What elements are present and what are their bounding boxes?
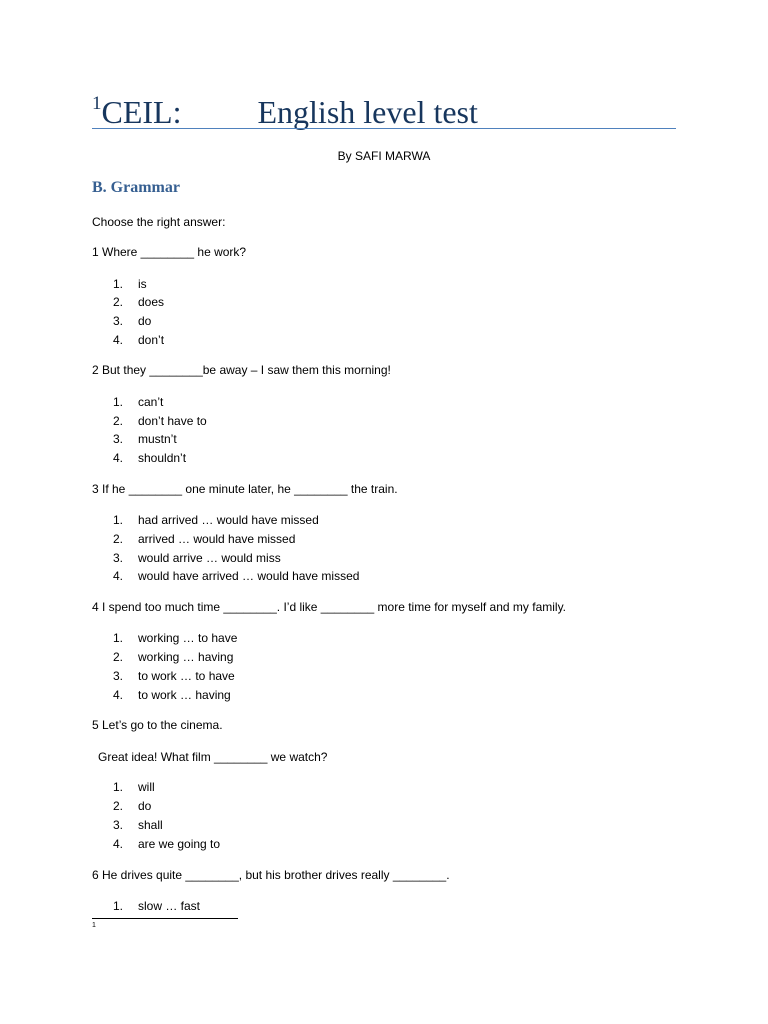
q3-option-2: 2. arrived … would have missed — [113, 532, 296, 546]
instruction-text: Choose the right answer: — [92, 215, 226, 229]
q2-option-1: 1. can’t — [113, 395, 164, 409]
question-4: 4 I spend too much time ________. I’d like ________ more time for myself and my family. — [92, 600, 567, 614]
title-text: English level test — [257, 94, 478, 130]
q1-option-1: 1. is — [113, 277, 147, 291]
author-line: By SAFI MARWA — [337, 149, 431, 163]
q5-option-4: 4. are we going to — [113, 837, 221, 851]
q1-option-3: 3. do — [113, 314, 152, 328]
question-5: 5 Let’s go to the cinema. — [92, 718, 223, 732]
title-underline — [92, 128, 676, 129]
q2-option-3: 3. mustn’t — [113, 432, 177, 446]
q5-option-2: 2. do — [113, 799, 152, 813]
section-heading: B. Grammar — [92, 179, 180, 196]
q4-option-2: 2. working … having — [113, 650, 234, 664]
q4-option-1: 1. working … to have — [113, 631, 238, 645]
question-5-line-2: Great idea! What film ________ we watch? — [98, 750, 328, 764]
q2-option-4: 4. shouldn’t — [113, 451, 187, 465]
page-title — [92, 84, 478, 132]
q5-option-3: 3. shall — [113, 818, 163, 832]
footnote-separator — [92, 918, 238, 919]
question-2: 2 But they ________be away – I saw them this morning! — [92, 363, 391, 377]
question-3: 3 If he ________ one minute later, he ________ the train. — [92, 482, 398, 496]
q1-option-2: 2. does — [113, 295, 165, 309]
q4-option-3: 3. to work … to have — [113, 669, 235, 683]
q2-option-2: 2. don’t have to — [113, 414, 207, 428]
q3-option-3: 3. would arrive … would miss — [113, 551, 281, 565]
q1-option-4: 4. don’t — [113, 333, 165, 347]
question-6: 6 He drives quite ________, but his brother drives really ________. — [92, 868, 450, 882]
footnote-number: 1 — [92, 922, 96, 929]
q3-option-4: 4. would have arrived … would have missed — [113, 569, 360, 583]
question-1: 1 Where ________ he work? — [92, 245, 247, 259]
q3-option-1: 1. had arrived … would have missed — [113, 513, 319, 527]
title-footnote-ref: 1 — [92, 93, 102, 114]
q5-option-1: 1. will — [113, 780, 155, 794]
q4-option-4: 4. to work … having — [113, 688, 231, 702]
title-org: CEIL: — [101, 94, 182, 130]
q6-option-1: 1. slow … fast — [113, 899, 201, 913]
